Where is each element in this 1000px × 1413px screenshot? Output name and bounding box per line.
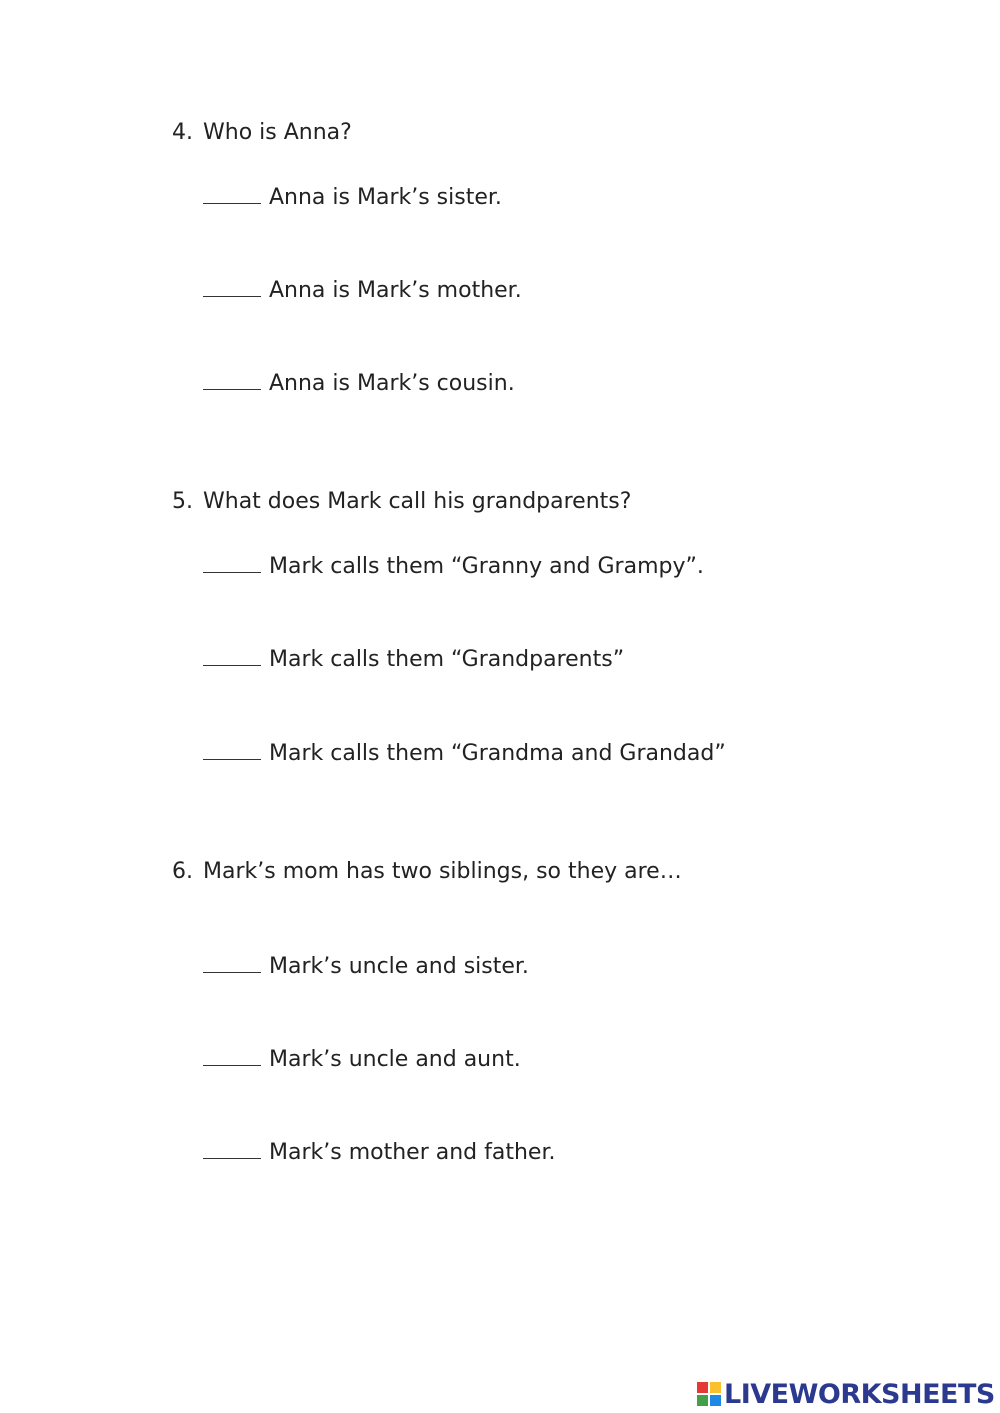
option-text: Mark’s uncle and sister. xyxy=(269,954,529,979)
question-5 xyxy=(172,489,631,515)
question-number: 5. xyxy=(172,489,193,514)
liveworksheets-logo xyxy=(697,1378,995,1410)
option-text: Mark calls them “Grandma and Grandad” xyxy=(269,741,726,766)
answer-blank[interactable] xyxy=(203,1045,261,1066)
option-text: Mark calls them “Granny and Grampy”. xyxy=(269,554,704,579)
answer-blank[interactable] xyxy=(203,369,261,390)
logo-block xyxy=(710,1382,721,1393)
answer-blank[interactable] xyxy=(203,739,261,760)
question-text: Mark’s mom has two siblings, so they are… xyxy=(203,859,682,884)
question-6 xyxy=(172,859,682,885)
question-text: What does Mark call his grandparents? xyxy=(203,489,632,514)
q6-option-2 xyxy=(203,1045,521,1073)
question-number: 6. xyxy=(172,859,193,884)
question-text: Who is Anna? xyxy=(203,120,352,145)
answer-blank[interactable] xyxy=(203,645,261,666)
logo-block xyxy=(697,1382,708,1393)
q4-option-3 xyxy=(203,369,515,397)
option-text: Anna is Mark’s mother. xyxy=(269,278,522,303)
question-number: 4. xyxy=(172,120,193,145)
logo-text: LIVEWORKSHEETS xyxy=(724,1378,995,1410)
logo-blocks-icon xyxy=(697,1382,721,1406)
option-text: Anna is Mark’s cousin. xyxy=(269,371,515,396)
answer-blank[interactable] xyxy=(203,1138,261,1159)
logo-block xyxy=(697,1395,708,1406)
logo-block xyxy=(710,1395,721,1406)
option-text: Mark’s uncle and aunt. xyxy=(269,1047,521,1072)
option-text: Mark calls them “Grandparents” xyxy=(269,647,625,672)
option-text: Anna is Mark’s sister. xyxy=(269,185,502,210)
answer-blank[interactable] xyxy=(203,276,261,297)
answer-blank[interactable] xyxy=(203,183,261,204)
q4-option-1 xyxy=(203,183,502,211)
q5-option-3 xyxy=(203,739,726,767)
q6-option-3 xyxy=(203,1138,555,1166)
answer-blank[interactable] xyxy=(203,552,261,573)
q4-option-2 xyxy=(203,276,522,304)
q5-option-2 xyxy=(203,645,624,673)
answer-blank[interactable] xyxy=(203,952,261,973)
option-text: Mark’s mother and father. xyxy=(269,1140,556,1165)
q6-option-1 xyxy=(203,952,529,980)
question-4 xyxy=(172,120,352,146)
q5-option-1 xyxy=(203,552,704,580)
